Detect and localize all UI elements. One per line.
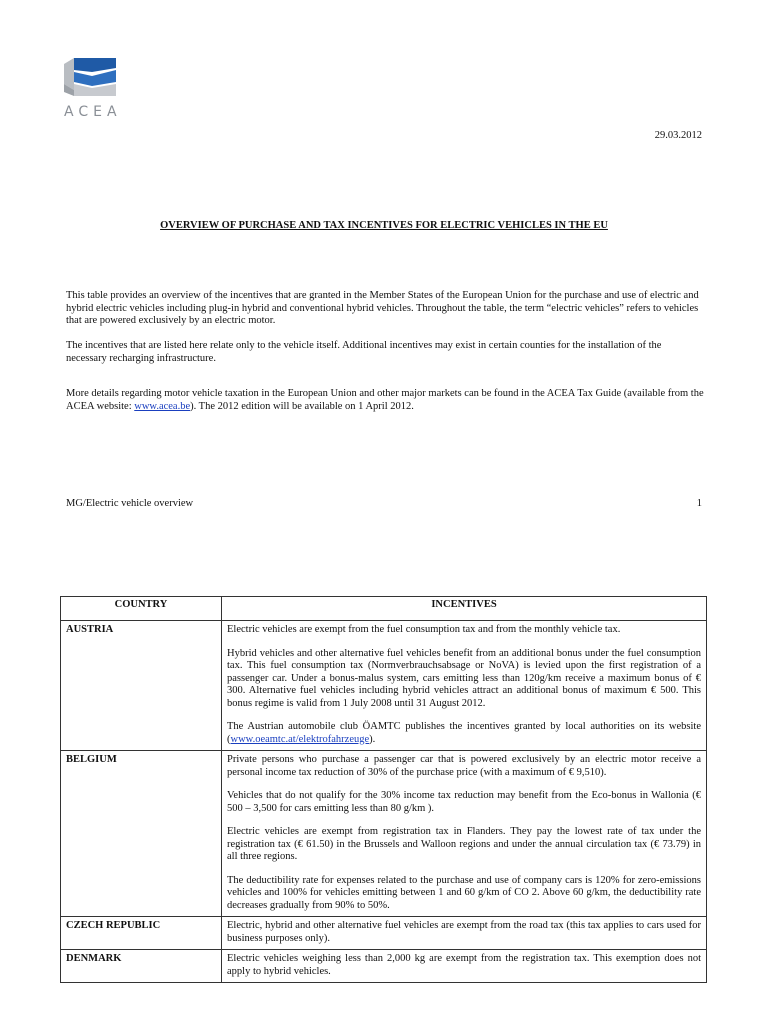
incentives-cell	[222, 917, 707, 950]
incentives-table	[60, 596, 707, 983]
incentive-text-after-link: ).	[369, 733, 376, 745]
acea-logo	[62, 54, 122, 124]
oeamtc-link[interactable]: www.oeamtc.at/elektrofahrzeuge	[230, 733, 370, 745]
table-header-row	[61, 597, 707, 621]
intro-p3-text-before: More details regarding motor vehicle taxation in the European Union and other major markets can be found in the ACEA Tax Guide (available from the ACEA website:	[66, 388, 704, 412]
table-row	[61, 950, 707, 983]
incentive-text: Vehicles that do not qualify for the 30% income tax reduction may benefit from the Eco-bonus in Wallonia (€ 500 – 3,500 for cars emitting less than 80 g/km ).	[227, 790, 701, 814]
header-incentives: INCENTIVES	[222, 597, 707, 621]
header-country: COUNTRY	[61, 597, 222, 621]
incentive-text	[227, 721, 701, 746]
incentive-text: Electric vehicles are exempt from registration tax in Flanders. They pay the lowest rate of tax under the registration tax (€ 61.50) in the Brussels and Walloon regions and under the annual circulation tax (€ 73.79) in all three regions.	[227, 826, 701, 862]
intro-paragraph-3	[66, 388, 704, 413]
page-number: 1	[696, 498, 702, 509]
intro-paragraph-2: The incentives that are listed here relate only to the vehicle itself. Additional incentives may exist in certain counties for the installation of the necessary recharging infrastructure.	[66, 340, 662, 364]
table-row	[61, 751, 707, 917]
incentives-cell	[222, 950, 707, 983]
country-cell: DENMARK	[61, 950, 222, 983]
intro-paragraph-1: This table provides an overview of the incentives that are granted in the Member States of the European Union for the purchase and use of electric and hybrid electric vehicles including plug-in hybrid and conventional hybrid vehicles. Throughout the table, the term “electric vehicles” refers to vehicles that are powered exclusively by an electric motor.	[66, 290, 699, 326]
document-date: 29.03.2012	[654, 130, 702, 141]
incentive-text: Electric vehicles are exempt from the fuel consumption tax and from the monthly vehicle tax.	[227, 624, 621, 635]
intro-p3-text-after: ). The 2012 edition will be available on 1 April 2012.	[190, 400, 414, 412]
incentive-text: The deductibility rate for expenses related to the purchase and use of company cars is 120% for zero-emissions vehicles and 100% for vehicles emitting between 1 and 60 g/km of CO 2. Above 60 g/km, the deductibility rate decreases gradually from 90% to 50%.	[227, 874, 701, 911]
footer-label: MG/Electric vehicle overview	[66, 498, 194, 509]
incentive-text-before-link: The Austrian automobile club ÖAMTC publishes the incentives granted by local authorities on its website (	[227, 721, 701, 745]
incentives-cell	[222, 751, 707, 917]
country-cell: BELGIUM	[61, 751, 222, 917]
country-cell: AUSTRIA	[61, 621, 222, 751]
incentive-text: Private persons who purchase a passenger car that is powered exclusively by an electric motor receive a personal income tax reduction of 30% of the purchase price (with a maximum of € 9,510).	[227, 754, 701, 778]
incentive-text: Electric vehicles weighing less than 2,000 kg are exempt from the registration tax. This exemption does not apply to hybrid vehicles.	[227, 953, 701, 977]
table-row	[61, 621, 707, 751]
incentives-cell	[222, 621, 707, 751]
page-title: OVERVIEW OF PURCHASE AND TAX INCENTIVES FOR ELECTRIC VEHICLES IN THE EU	[160, 220, 608, 231]
country-cell: CZECH REPUBLIC	[61, 917, 222, 950]
acea-website-link[interactable]: www.acea.be	[134, 400, 191, 412]
table-row	[61, 917, 707, 950]
acea-logo-text: ACEA	[64, 104, 122, 120]
incentive-text: Electric, hybrid and other alternative fuel vehicles are exempt from the road tax (this tax applies to cars used for business purposes only).	[227, 920, 701, 944]
acea-logo-mark	[62, 54, 118, 98]
incentive-text: Hybrid vehicles and other alternative fuel vehicles benefit from an additional bonus under the fuel consumption tax. This fuel consumption tax (Normverbrauchsabsage or NoVA) is levied upon the first registration of a passenger car. Under a bonus-malus system, cars emitting less than 120g/km receive a maximum bonus of € 300. Alternative fuel vehicles including hybrid vehicles attract an additional bonus of maximum € 500. This bonus regime is valid from 1 July 2008 until 31 August 2012.	[227, 647, 701, 709]
